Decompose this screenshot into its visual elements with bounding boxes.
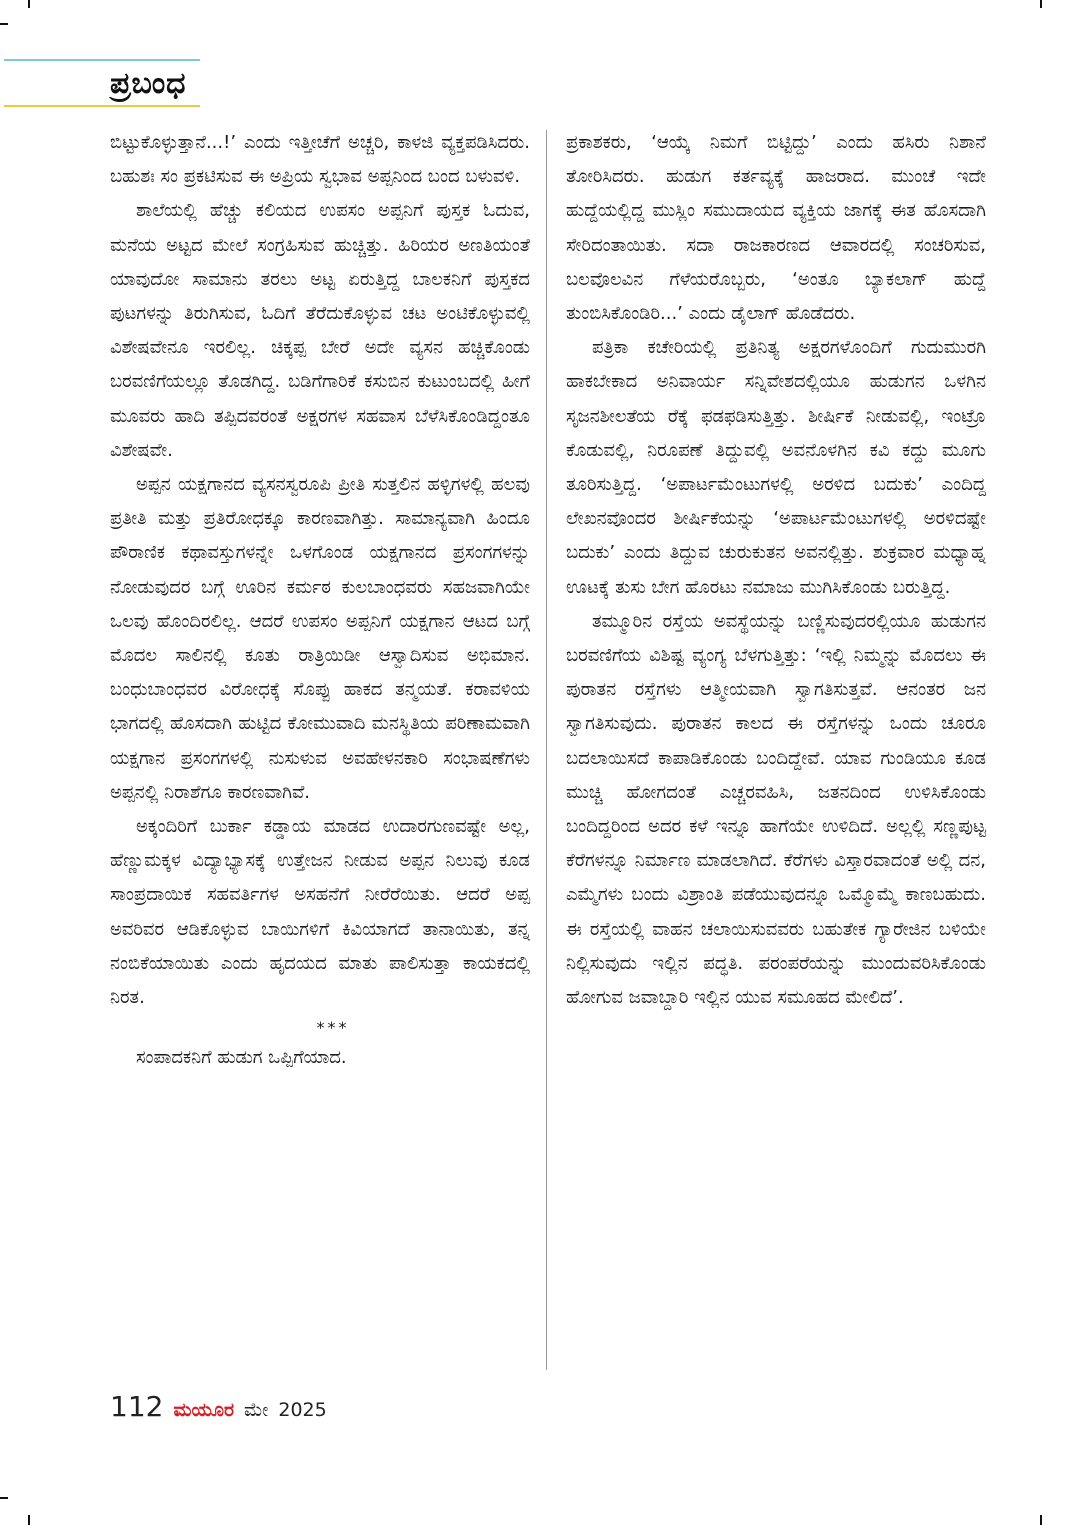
paragraph: ಪತ್ರಿಕಾ ಕಚೇರಿಯಲ್ಲಿ ಪ್ರತಿನಿತ್ಯ ಅಕ್ಷರಗಳೊಂದಿಗೆ ಗುದುಮುರಗಿ ಹಾಕಬೇಕಾದ ಅನಿವಾರ್ಯ ಸನ್ನಿವೇಶದಲ್ಲಿಯೂ ಹುಡುಗನ ಒಳಗಿನ ಸೃಜನಶೀಲತೆಯ ರೆಕ್ಕೆ ಫಡಫಡಿಸುತ್ತಿತ್ತು. ಶೀರ್ಷಿಕೆ ನೀಡುವಲ್ಲಿ, ಇಂಟ್ರೊ ಕೊಡುವಲ್ಲಿ, ನಿರೂಪಣೆ ತಿದ್ದುವಲ್ಲಿ ಅವನೊಳಗಿನ ಕವಿ ಕದ್ದು ಮೂಗು ತೂರಿಸುತ್ತಿದ್ದ. ‘ಅಪಾರ್ಟಮೆಂಟುಗಳಲ್ಲಿ ಅರಳಿದ ಬದುಕು’ ಎಂದಿದ್ದ ಲೇಖನವೊಂದರ ಶೀರ್ಷಿಕೆಯನ್ನು ‘ಅಪಾರ್ಟಮೆಂಟುಗಳಲ್ಲಿ ಅರಳಿದಷ್ಟೇ ಬದುಕು’ ಎಂದು ತಿದ್ದುವ ಚುರುಕುತನ ಅವನಲ್ಲಿತ್ತು. ಶುಕ್ರವಾರ ಮಧ್ಯಾಹ್ನ ಊಟಕ್ಕೆ ತುಸು ಬೇಗ ಹೊರಟು ನಮಾಜು ಮುಗಿಸಿಕೊಂಡು ಬರುತ್ತಿದ್ದ. <box>566 337 986 598</box>
section-title: ಪ್ರಬಂಧ <box>110 66 187 101</box>
page-number: 112 <box>110 1390 164 1423</box>
issue-year: 2025 <box>278 1399 327 1421</box>
right-column <box>566 126 986 1015</box>
section-separator: *** <box>316 1018 350 1038</box>
paragraph: ಪ್ರಕಾಶಕರು, ‘ಆಯ್ಕೆ ನಿಮಗೆ ಬಿಟ್ಟಿದ್ದು’ ಎಂದು ಹಸಿರು ನಿಶಾನೆ ತೋರಿಸಿದರು. ಹುಡುಗ ಕರ್ತವ್ಯಕ್ಕೆ ಹಾಜರಾದ. ಮುಂಚೆ ಇದೇ ಹುದ್ದೆಯಲ್ಲಿದ್ದ ಮುಸ್ಲಿಂ ಸಮುದಾಯದ ವ್ಯಕ್ತಿಯ ಜಾಗಕ್ಕೆ ಈತ ಹೊಸದಾಗಿ ಸೇರಿದಂತಾಯಿತು. ಸದಾ ರಾಜಕಾರಣದ ಆವಾರದಲ್ಲಿ ಸಂಚರಿಸುವ, ಬಲವೊಲವಿನ ಗೆಳೆಯರೊಬ್ಬರು, ‘ಅಂತೂ ಬ್ಯಾಕಲಾಗ್ ಹುದ್ದೆ ತುಂಬಿಸಿಕೊಂಡಿರಿ...’ ಎಂದು ಡೈಲಾಗ್ ಹೊಡೆದರು. <box>566 132 986 325</box>
crop-mark-top-left <box>28 0 30 8</box>
paragraph: ಶಾಲೆಯಲ್ಲಿ ಹೆಚ್ಚು ಕಲಿಯದ ಉಪಸಂ ಅಪ್ಪನಿಗೆ ಪುಸ್ತಕ ಓದುವ, ಮನೆಯ ಅಟ್ಟದ ಮೇಲೆ ಸಂಗ್ರಹಿಸುವ ಹುಚ್ಚಿತ್ತು. ಹಿರಿಯರ ಅಣತಿಯಂತೆ ಯಾವುದೋ ಸಾಮಾನು ತರಲು ಅಟ್ಟ ಏರುತ್ತಿದ್ದ ಬಾಲಕನಿಗೆ ಪುಸ್ತಕದ ಪುಟಗಳನ್ನು ತಿರುಗಿಸುವ, ಓದಿಗೆ ತೆರೆದುಕೊಳ್ಳುವ ಚಟ ಅಂಟಿಕೊಳ್ಳುವಲ್ಲಿ ವಿಶೇಷವೇನೂ ಇರಲಿಲ್ಲ. ಚಿಕ್ಕಪ್ಪ ಬೇರೆ ಅದೇ ವ್ಯಸನ ಹಚ್ಚಿಕೊಂಡು ಬರವಣಿಗೆಯಲ್ಲೂ ತೊಡಗಿದ್ದ. ಬಡಿಗೆಗಾರಿಕೆ ಕಸುಬಿನ ಕುಟುಂಬದಲ್ಲಿ ಹೀಗೆ ಮೂವರು ಹಾದಿ ತಪ್ಪಿದವರಂತೆ ಅಕ್ಷರಗಳ ಸಹವಾಸ ಬೆಳೆಸಿಕೊಂಡಿದ್ದಂತೂ ವಿಶೇಷವೇ. <box>110 200 530 461</box>
crop-mark-bottom-right <box>1040 1515 1042 1525</box>
crop-mark-bottom-left <box>28 1515 30 1525</box>
crop-mark-left-upper <box>0 23 8 25</box>
paragraph: ಸಂಪಾದಕನಿಗೆ ಹುಡುಗ ಒಪ್ಪಿಗೆಯಾದ. <box>136 1047 347 1069</box>
page-footer <box>110 1390 327 1430</box>
header-accent-line-bottom <box>4 105 200 107</box>
paragraph: ಅಕ್ಕಂದಿರಿಗೆ ಬುರ್ಕಾ ಕಡ್ಡಾಯ ಮಾಡದ ಉದಾರಗುಣವಷ್ಟೇ ಅಲ್ಲ, ಹೆಣ್ಣುಮಕ್ಕಳ ವಿದ್ಯಾಭ್ಯಾಸಕ್ಕೆ ಉತ್ತೇಜನ ನೀಡುವ ಅಪ್ಪನ ನಿಲುವು ಕೂಡ ಸಾಂಪ್ರದಾಯಿಕ ಸಹವರ್ತಿಗಳ ಅಸಹನೆಗೆ ನೀರೆರೆಯಿತು. ಆದರೆ ಅಪ್ಪ ಅವರಿವರ ಆಡಿಕೊಳ್ಳುವ ಬಾಯಿಗಳಿಗೆ ಕಿವಿಯಾಗದೆ ತಾನಾಯಿತು, ತನ್ನ ನಂಬಿಕೆಯಾಯಿತು ಎಂದು ಹೃದಯದ ಮಾತು ಪಾಲಿಸುತ್ತಾ ಕಾಯಕದಲ್ಲಿ ನಿರತ. <box>110 816 530 1009</box>
paragraph: ತಮ್ಮೂರಿನ ರಸ್ತೆಯ ಅವಸ್ಥೆಯನ್ನು ಬಣ್ಣಿಸುವುದರಲ್ಲಿಯೂ ಹುಡುಗನ ಬರವಣಿಗೆಯ ವಿಶಿಷ್ಟ ವ್ಯಂಗ್ಯ ಬೆಳಗುತ್ತಿತ್ತು: ‘ಇಲ್ಲಿ ನಿಮ್ಮನ್ನು ಮೊದಲು ಈ ಪುರಾತನ ರಸ್ತೆಗಳು ಆತ್ಮೀಯವಾಗಿ ಸ್ವಾಗತಿಸುತ್ತವೆ. ಆನಂತರ ಜನ ಸ್ವಾಗತಿಸುವುದು. ಪುರಾತನ ಕಾಲದ ಈ ರಸ್ತೆಗಳನ್ನು ಒಂದು ಚೂರೂ ಬದಲಾಯಿಸದೆ ಕಾಪಾಡಿಕೊಂಡು ಬಂದಿದ್ದೇವೆ. ಯಾವ ಗುಂಡಿಯೂ ಕೂಡ ಮುಚ್ಚಿ ಹೋಗದಂತೆ ಎಚ್ಚರವಹಿಸಿ, ಜತನದಿಂದ ಉಳಿಸಿಕೊಂಡು ಬಂದಿದ್ದರಿಂದ ಅದರ ಕಳೆ ಇನ್ನೂ ಹಾಗೆಯೇ ಉಳಿದಿದೆ. ಅಲ್ಲಲ್ಲಿ ಸಣ್ಣಪುಟ್ಟ ಕೆರೆಗಳನ್ನೂ ನಿರ್ಮಾಣ ಮಾಡಲಾಗಿದೆ. ಕೆರೆಗಳು ವಿಸ್ತಾರವಾದಂತೆ ಅಲ್ಲಿ ದನ, ಎಮ್ಮೆಗಳು ಬಂದು ವಿಶ್ರಾಂತಿ ಪಡೆಯುವುದನ್ನೂ ಒಮ್ಮೊಮ್ಮೆ ಕಾಣಬಹುದು. ಈ ರಸ್ತೆಯಲ್ಲಿ ವಾಹನ ಚಲಾಯಿಸುವವರು ಬಹುತೇಕ ಗ್ಯಾರೇಜಿನ ಬಳಿಯೇ ನಿಲ್ಲಿಸುವುದು ಇಲ್ಲಿನ ಪದ್ಧತಿ. ಪರಂಪರೆಯನ್ನು ಮುಂದುವರಿಸಿಕೊಂಡು ಹೋಗುವ ಜವಾಬ್ದಾರಿ ಇಲ್ಲಿನ ಯುವ ಸಮೂಹದ ಮೇಲಿದೆ’. <box>566 610 986 1009</box>
left-column <box>110 126 530 1075</box>
column-divider <box>546 130 547 1370</box>
crop-mark-top-right <box>1040 0 1042 8</box>
crop-mark-left-lower <box>0 1497 8 1499</box>
magazine-logo: ಮಯೂರ <box>173 1399 235 1421</box>
issue-month: ಮೇ <box>244 1399 269 1421</box>
paragraph: ಅಪ್ಪನ ಯಕ್ಷಗಾನದ ವ್ಯಸನಸ್ವರೂಪಿ ಪ್ರೀತಿ ಸುತ್ತಲಿನ ಹಳ್ಳಿಗಳಲ್ಲಿ ಹಲವು ಪ್ರತೀತಿ ಮತ್ತು ಪ್ರತಿರೋಧಕ್ಕೂ ಕಾರಣವಾಗಿತ್ತು. ಸಾಮಾನ್ಯವಾಗಿ ಹಿಂದೂ ಪೌರಾಣಿಕ ಕಥಾವಸ್ತುಗಳನ್ನೇ ಒಳಗೊಂಡ ಯಕ್ಷಗಾನದ ಪ್ರಸಂಗಗಳನ್ನು ನೋಡುವುದರ ಬಗ್ಗೆ ಊರಿನ ಕರ್ಮಠ ಕುಲಬಾಂಧವರು ಸಹಜವಾಗಿಯೇ ಒಲವು ಹೊಂದಿರಲಿಲ್ಲ. ಆದರೆ ಉಪಸಂ ಅಪ್ಪನಿಗೆ ಯಕ್ಷಗಾನ ಆಟದ ಬಗ್ಗೆ ಮೊದಲ ಸಾಲಿನಲ್ಲಿ ಕೂತು ರಾತ್ರಿಯಿಡೀ ಆಸ್ವಾದಿಸುವ ಅಭಿಮಾನ. ಬಂಧುಬಾಂಧವರ ವಿರೋಧಕ್ಕೆ ಸೊಪ್ಪು ಹಾಕದ ತನ್ಮಯತೆ. ಕರಾವಳಿಯ ಭಾಗದಲ್ಲಿ ಹೊಸದಾಗಿ ಹುಟ್ಟಿದ ಕೋಮುವಾದಿ ಮನಸ್ಥಿತಿಯ ಪರಿಣಾಮವಾಗಿ ಯಕ್ಷಗಾನ ಪ್ರಸಂಗಗಳಲ್ಲಿ ನುಸುಳುವ ಅವಹೇಳನಕಾರಿ ಸಂಭಾಷಣೆಗಳು ಅಪ್ಪನಲ್ಲಿ ನಿರಾಶೆಗೂ ಕಾರಣವಾಗಿವೆ. <box>110 474 530 803</box>
paragraph: ಬಿಟ್ಟುಕೊಳ್ಳುತ್ತಾನೆ...!’ ಎಂದು ಇತ್ತೀಚೆಗೆ ಅಚ್ಚರಿ, ಕಾಳಜಿ ವ್ಯಕ್ತಪಡಿಸಿದರು. ಬಹುಶಃ ಸಂ ಪ್ರಕಟಿಸುವ ಈ ಅಪ್ರಿಯ ಸ್ವಭಾವ ಅಪ್ಪನಿಂದ ಬಂದ ಬಳುವಳಿ. <box>110 132 530 188</box>
header-accent-line-top <box>4 59 200 61</box>
